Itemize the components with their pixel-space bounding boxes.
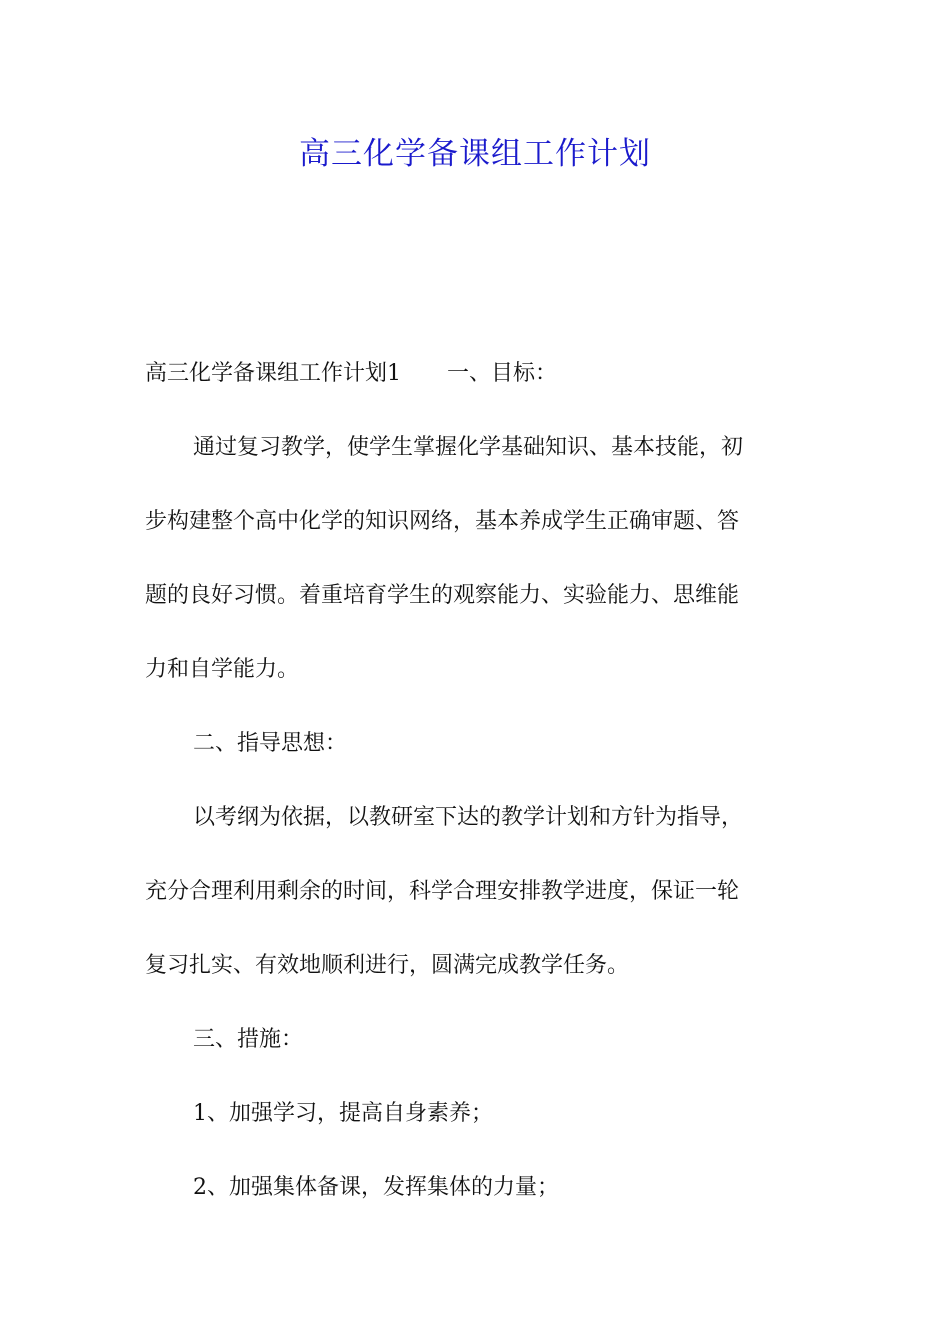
text-line <box>145 1003 805 1077</box>
text-segment: 力和自学能力。 <box>145 657 300 682</box>
text-line <box>145 1077 805 1151</box>
text-line <box>145 707 805 781</box>
document-body <box>145 337 805 1225</box>
text-segment: 复习扎实、有效地顺利进行，圆满完成教学任务。 <box>145 953 630 978</box>
text-segment: 2、加强集体备课，发挥集体的力量； <box>193 1175 559 1200</box>
text-segment: 1、加强学习，提高自身素养； <box>193 1101 493 1126</box>
text-line <box>145 855 805 929</box>
text-line <box>145 485 805 559</box>
document-title: 高三化学备课组工作计划 <box>299 136 651 172</box>
text-segment: 步构建整个高中化学的知识网络，基本养成学生正确审题、答 <box>145 509 740 534</box>
text-segment: 以考纲为依据，以教研室下达的教学计划和方针为指导， <box>193 805 744 830</box>
text-segment: 题的良好习惯。着重培育学生的观察能力、实验能力、思维能 <box>145 583 740 608</box>
text-segment: 通过复习教学，使学生掌握化学基础知识、基本技能，初 <box>193 435 744 460</box>
text-line <box>145 633 805 707</box>
text-line <box>145 929 805 1003</box>
text-line <box>145 559 805 633</box>
text-segment: 高三化学备课组工作计划1 <box>145 361 401 386</box>
text-segment: 三、措施： <box>193 1027 304 1052</box>
text-line <box>145 1151 805 1225</box>
text-segment: 充分合理利用剩余的时间，科学合理安排教学进度，保证一轮 <box>145 879 740 904</box>
text-line <box>145 411 805 485</box>
text-segment: 一、目标： <box>447 361 558 386</box>
text-line <box>145 337 805 411</box>
text-line <box>145 781 805 855</box>
text-segment: 二、指导思想： <box>193 731 348 756</box>
